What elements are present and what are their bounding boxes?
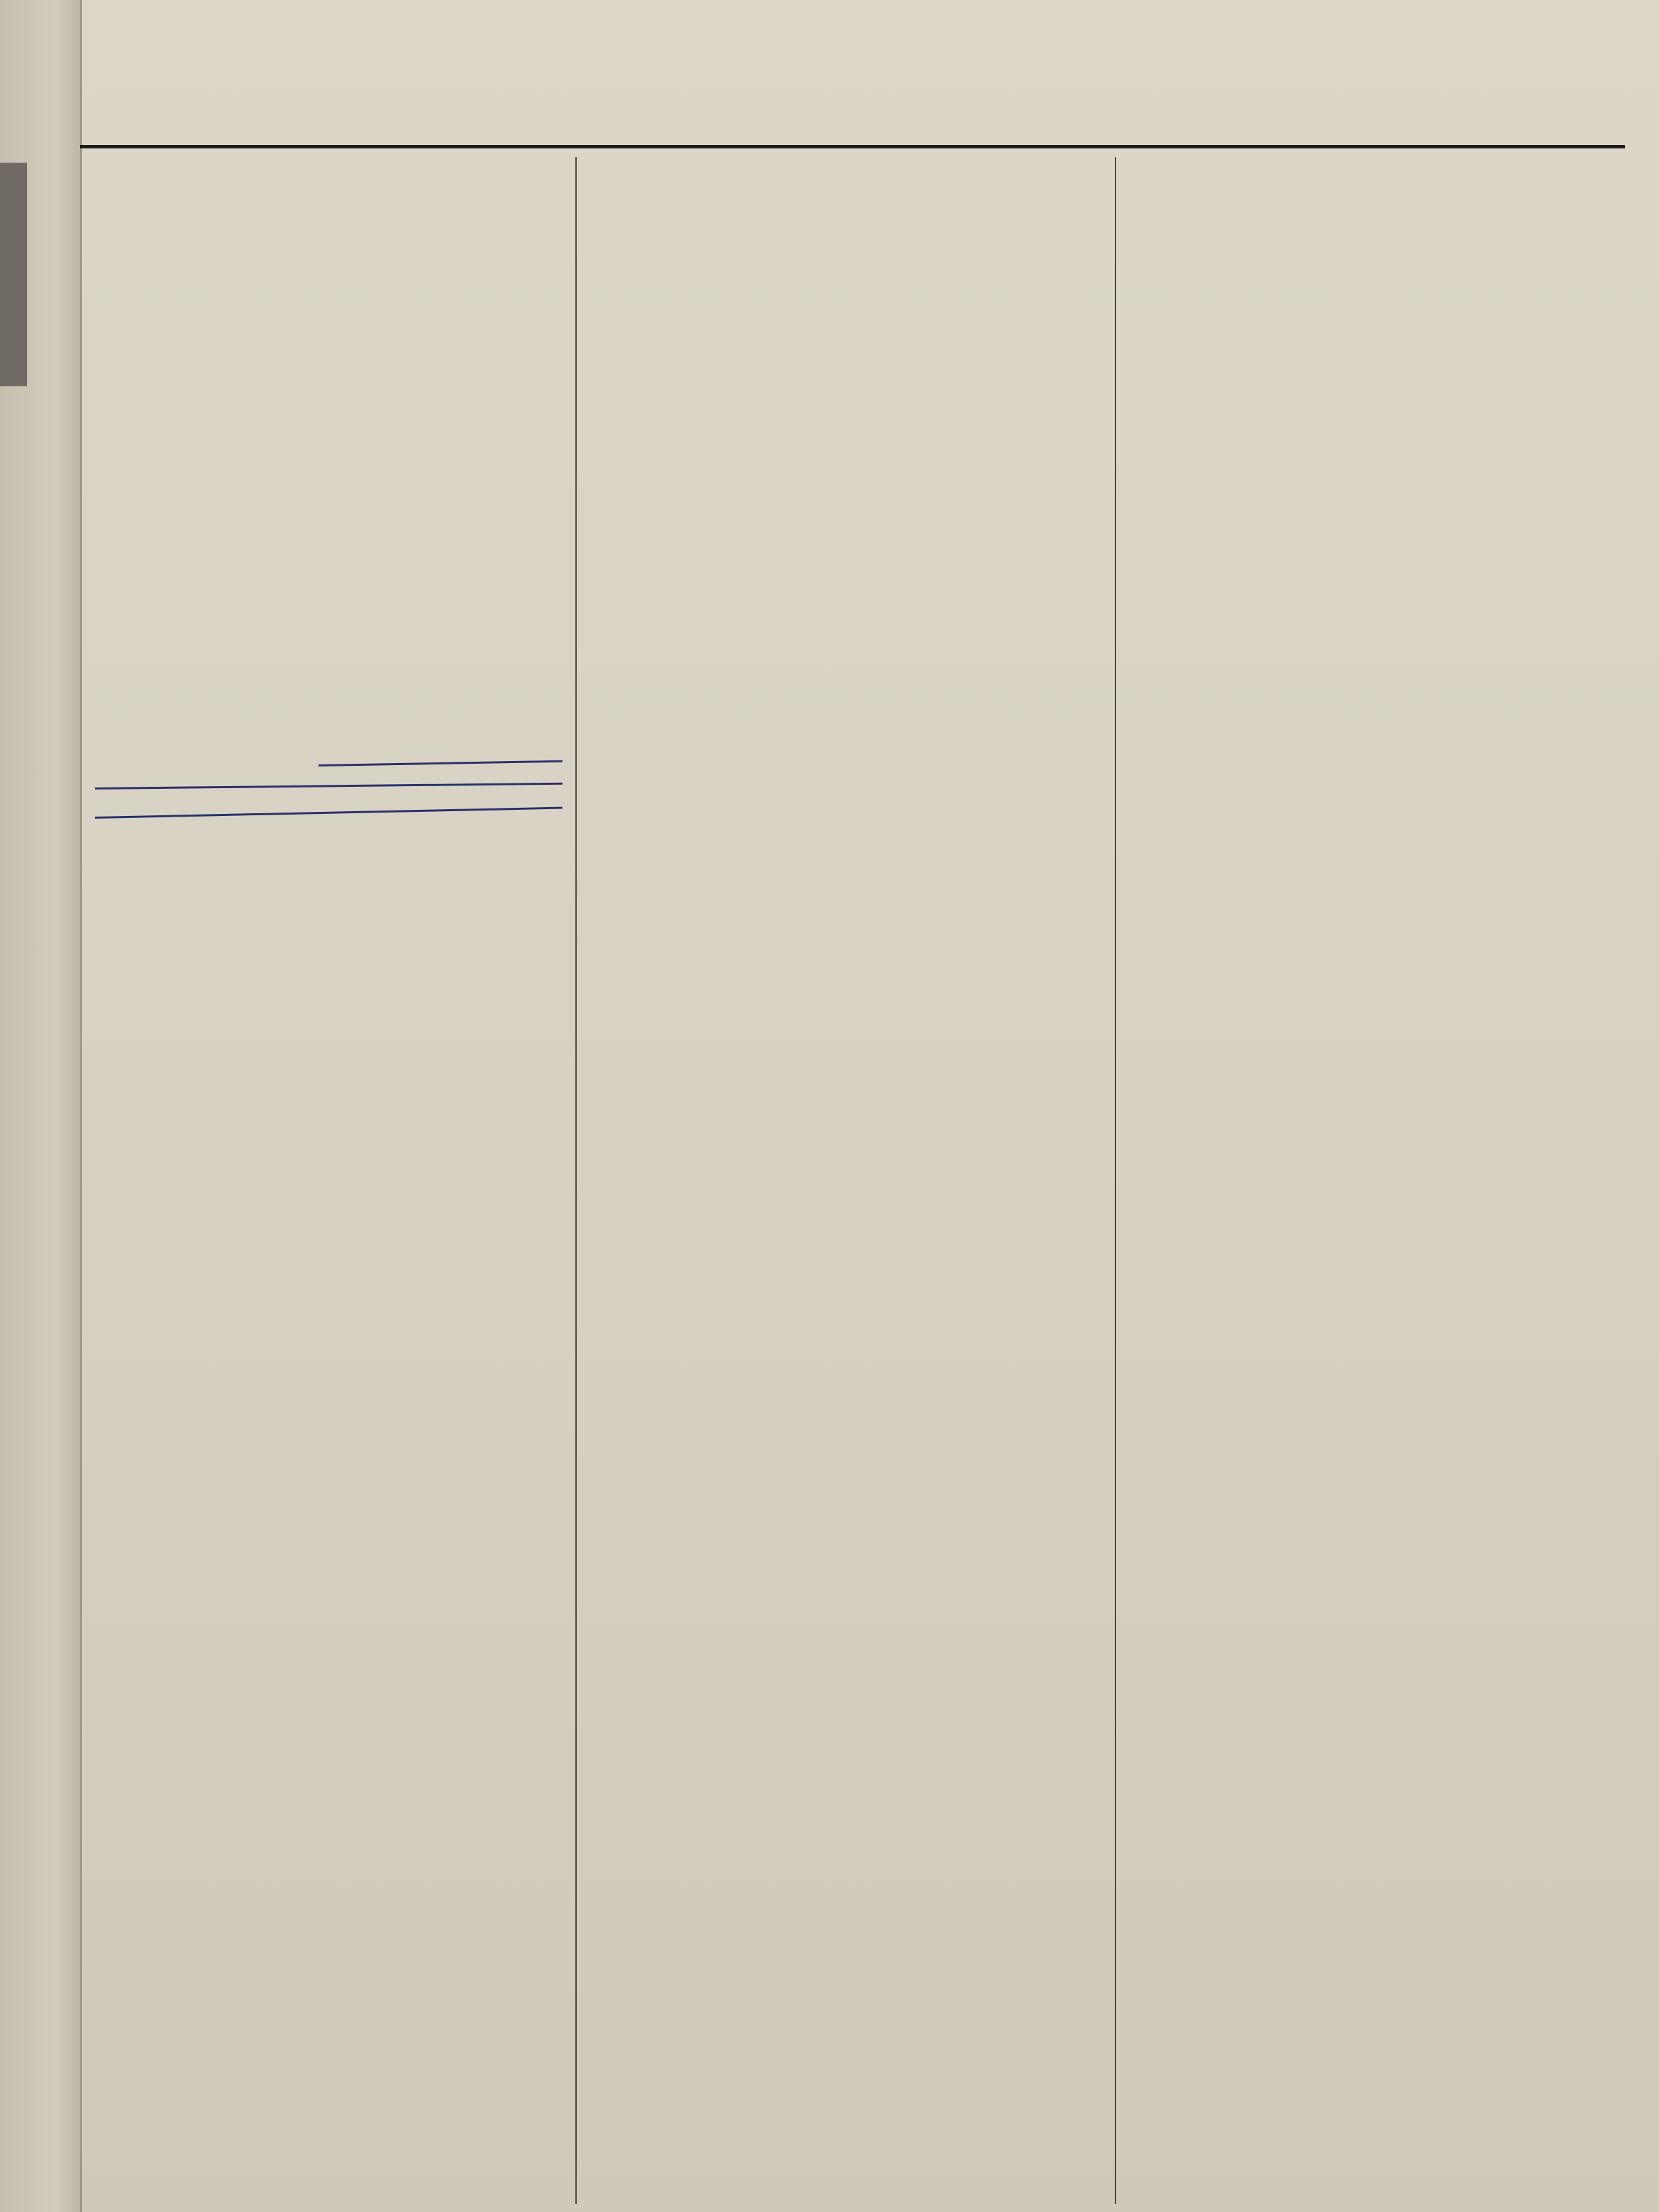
masthead [1003,27,1640,108]
article-column-2 [586,157,1105,2204]
article-column-3 [1125,108,1637,2155]
adjacent-page-strip [0,0,82,2212]
dark-margin-tab [0,163,27,386]
column-divider [1115,157,1116,2204]
article-column-1 [87,157,565,2204]
column-divider [575,157,577,2204]
